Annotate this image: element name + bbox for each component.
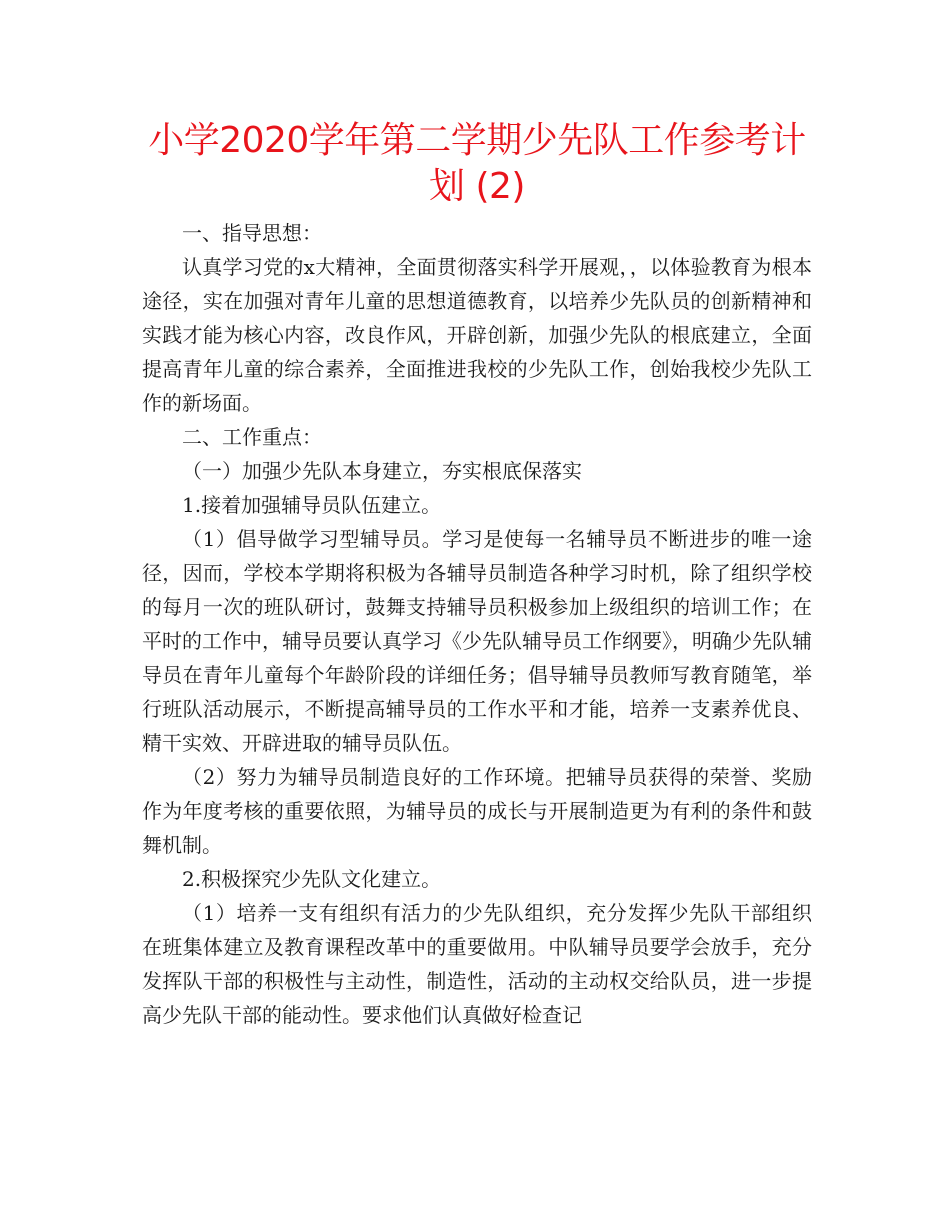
- item-heading: 1.接着加强辅导员队伍建立。: [182, 493, 442, 517]
- paragraph: （1）倡导做学习型辅导员。学习是使每一名辅导员不断进步的唯一途径，因而，学校本学期将积极为各辅导员制造各种学习时机，除了组织学校的每月一次的班队研讨，鼓舞支持辅导员积极参加上级组织的培训工作；在平时的工作中，辅导员要认真学习《少先队辅导员工作纲要》，明确少先队辅导员在青年儿童每个年龄阶段的详细任务；倡导辅导员教师写教育随笔，举行班队活动展示，不断提高辅导员的工作水平和才能，培养一支素养优良、精干实效、开辟进取的辅导员队伍。: [142, 527, 812, 755]
- document-body: [142, 216, 812, 1032]
- subsection-heading: （一）加强少先队本身建立，夯实根底保落实: [182, 459, 582, 483]
- item-heading: 2.积极探究少先队文化建立。: [182, 867, 442, 891]
- paragraph: （2）努力为辅导员制造良好的工作环境。把辅导员获得的荣誉、奖励作为年度考核的重要依照，为辅导员的成长与开展制造更为有利的条件和鼓舞机制。: [142, 765, 812, 857]
- section-heading-work-focus: 二、工作重点：: [182, 425, 322, 449]
- section-heading-guiding-ideology: 一、指导思想：: [182, 221, 322, 245]
- paragraph: 认真学习党的x大精神，全面贯彻落实科学开展观，，以体验教育为根本途径，实在加强对青年儿童的思想道德教育，以培养少先队员的创新精神和实践才能为核心内容，改良作风，开辟创新，加强少先队的根底建立，全面提高青年儿童的综合素养，全面推进我校的少先队工作，创始我校少先队工作的新场面。: [142, 255, 812, 415]
- paragraph: （1）培养一支有组织有活力的少先队组织，充分发挥少先队干部组织在班集体建立及教育课程改革中的重要做用。中队辅导员要学会放手，充分发挥队干部的积极性与主动性，制造性，活动的主动权交给队员，进一步提高少先队干部的能动性。要求他们认真做好检查记: [142, 901, 812, 1027]
- document-page: [142, 118, 812, 1032]
- document-title: 小学2020学年第二学期少先队工作参考计划 (2): [148, 120, 806, 207]
